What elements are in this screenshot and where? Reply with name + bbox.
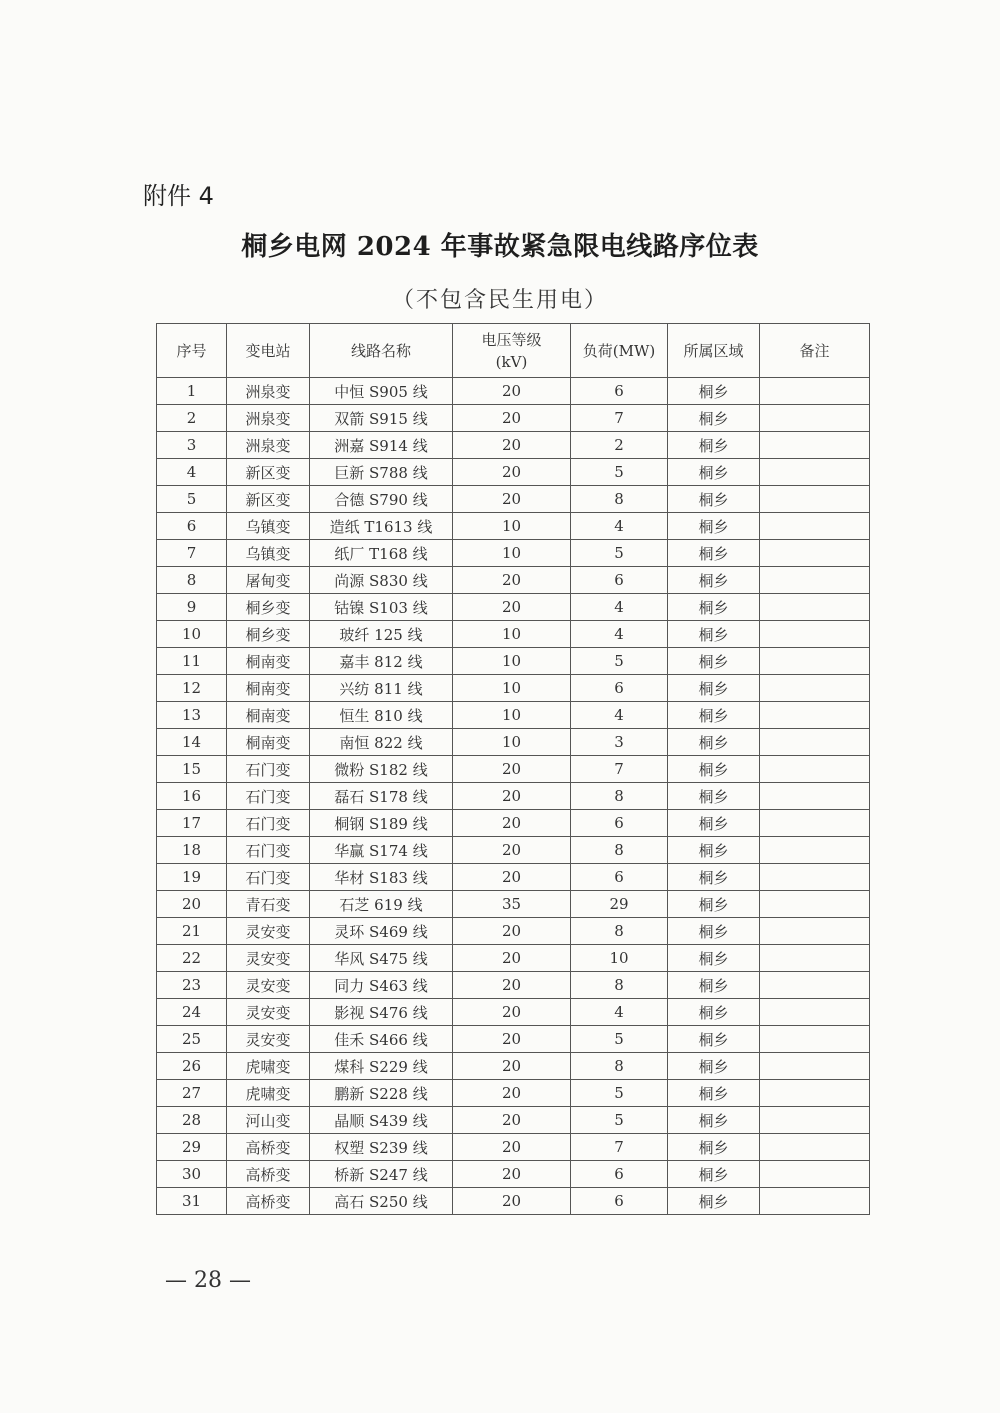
cell-load: 8 <box>571 837 668 864</box>
cell-voltage: 20 <box>453 1161 571 1188</box>
table-row <box>157 837 870 864</box>
cell-station: 虎啸变 <box>227 1080 310 1107</box>
table-row <box>157 459 870 486</box>
cell-voltage: 10 <box>453 729 571 756</box>
cell-line: 桐钢 S189 线 <box>310 810 453 837</box>
cell-load: 4 <box>571 999 668 1026</box>
cell-region: 桐乡 <box>668 594 760 621</box>
cell-voltage: 20 <box>453 432 571 459</box>
cell-region: 桐乡 <box>668 378 760 405</box>
cell-line: 微粉 S182 线 <box>310 756 453 783</box>
cell-line: 玻纤 125 线 <box>310 621 453 648</box>
cell-line: 华材 S183 线 <box>310 864 453 891</box>
cell-line: 鹏新 S228 线 <box>310 1080 453 1107</box>
table-row <box>157 594 870 621</box>
cell-station: 高桥变 <box>227 1161 310 1188</box>
cell-load: 6 <box>571 567 668 594</box>
cell-load: 4 <box>571 594 668 621</box>
cell-region: 桐乡 <box>668 1026 760 1053</box>
cell-line: 石芝 619 线 <box>310 891 453 918</box>
cell-station: 洲泉变 <box>227 378 310 405</box>
cell-remark <box>760 864 870 891</box>
cell-voltage: 20 <box>453 1080 571 1107</box>
table-row <box>157 1161 870 1188</box>
cell-region: 桐乡 <box>668 810 760 837</box>
table-row <box>157 702 870 729</box>
cell-region: 桐乡 <box>668 1107 760 1134</box>
cell-station: 青石变 <box>227 891 310 918</box>
cell-no: 15 <box>157 756 227 783</box>
cell-load: 5 <box>571 648 668 675</box>
cell-line: 洲嘉 S914 线 <box>310 432 453 459</box>
cell-voltage: 20 <box>453 783 571 810</box>
table-row <box>157 1080 870 1107</box>
cell-no: 6 <box>157 513 227 540</box>
header-region: 所属区域 <box>668 324 760 378</box>
cell-region: 桐乡 <box>668 891 760 918</box>
table-row <box>157 756 870 783</box>
cell-load: 3 <box>571 729 668 756</box>
cell-station: 乌镇变 <box>227 513 310 540</box>
cell-remark <box>760 1188 870 1215</box>
cell-load: 5 <box>571 1080 668 1107</box>
cell-load: 6 <box>571 810 668 837</box>
cell-voltage: 20 <box>453 1026 571 1053</box>
cell-no: 16 <box>157 783 227 810</box>
cell-region: 桐乡 <box>668 918 760 945</box>
cell-voltage: 10 <box>453 702 571 729</box>
cell-line: 煤科 S229 线 <box>310 1053 453 1080</box>
cell-station: 新区变 <box>227 486 310 513</box>
cell-no: 7 <box>157 540 227 567</box>
cell-region: 桐乡 <box>668 756 760 783</box>
cell-load: 8 <box>571 1053 668 1080</box>
cell-station: 灵安变 <box>227 1026 310 1053</box>
cell-region: 桐乡 <box>668 972 760 999</box>
cell-line: 灵环 S469 线 <box>310 918 453 945</box>
cell-load: 10 <box>571 945 668 972</box>
cell-region: 桐乡 <box>668 999 760 1026</box>
header-voltage <box>453 324 571 378</box>
cell-station: 虎啸变 <box>227 1053 310 1080</box>
cell-voltage: 20 <box>453 1134 571 1161</box>
cell-station: 桐南变 <box>227 702 310 729</box>
cell-load: 5 <box>571 1026 668 1053</box>
cell-load: 6 <box>571 675 668 702</box>
cell-voltage: 20 <box>453 837 571 864</box>
table-row <box>157 864 870 891</box>
cell-station: 石门变 <box>227 864 310 891</box>
cell-voltage: 35 <box>453 891 571 918</box>
table-row <box>157 486 870 513</box>
cell-region: 桐乡 <box>668 702 760 729</box>
table-row <box>157 648 870 675</box>
table-row <box>157 621 870 648</box>
cell-remark <box>760 675 870 702</box>
cell-no: 23 <box>157 972 227 999</box>
table-row <box>157 432 870 459</box>
cell-line: 钴镍 S103 线 <box>310 594 453 621</box>
cell-remark <box>760 513 870 540</box>
cell-no: 13 <box>157 702 227 729</box>
cell-remark <box>760 810 870 837</box>
cell-load: 6 <box>571 864 668 891</box>
cell-voltage: 20 <box>453 567 571 594</box>
header-remark: 备注 <box>760 324 870 378</box>
cell-remark <box>760 756 870 783</box>
cell-region: 桐乡 <box>668 405 760 432</box>
cell-station: 桐乡变 <box>227 621 310 648</box>
cell-remark <box>760 702 870 729</box>
cell-no: 27 <box>157 1080 227 1107</box>
table-row <box>157 540 870 567</box>
cell-station: 桐南变 <box>227 675 310 702</box>
cell-region: 桐乡 <box>668 432 760 459</box>
cell-region: 桐乡 <box>668 459 760 486</box>
header-voltage-label: 电压等级 <box>481 330 542 349</box>
cell-voltage: 20 <box>453 594 571 621</box>
cell-station: 石门变 <box>227 810 310 837</box>
cell-no: 14 <box>157 729 227 756</box>
table-row <box>157 1026 870 1053</box>
cell-voltage: 20 <box>453 378 571 405</box>
cell-remark <box>760 1026 870 1053</box>
line-priority-table <box>156 323 870 1215</box>
cell-region: 桐乡 <box>668 1134 760 1161</box>
cell-remark <box>760 405 870 432</box>
cell-remark <box>760 594 870 621</box>
cell-remark <box>760 486 870 513</box>
cell-line: 中恒 S905 线 <box>310 378 453 405</box>
cell-region: 桐乡 <box>668 864 760 891</box>
cell-load: 29 <box>571 891 668 918</box>
cell-no: 5 <box>157 486 227 513</box>
cell-line: 恒生 810 线 <box>310 702 453 729</box>
cell-station: 高桥变 <box>227 1134 310 1161</box>
page-number: — 28 — <box>165 1268 251 1293</box>
cell-region: 桐乡 <box>668 486 760 513</box>
cell-line: 权塑 S239 线 <box>310 1134 453 1161</box>
cell-remark <box>760 648 870 675</box>
cell-remark <box>760 567 870 594</box>
cell-region: 桐乡 <box>668 648 760 675</box>
cell-remark <box>760 1107 870 1134</box>
cell-voltage: 20 <box>453 486 571 513</box>
table-row <box>157 918 870 945</box>
header-line: 线路名称 <box>310 324 453 378</box>
table-row <box>157 567 870 594</box>
cell-load: 7 <box>571 405 668 432</box>
attachment-label: 附件 4 <box>143 182 214 210</box>
cell-no: 26 <box>157 1053 227 1080</box>
cell-no: 20 <box>157 891 227 918</box>
cell-region: 桐乡 <box>668 567 760 594</box>
cell-load: 6 <box>571 1188 668 1215</box>
cell-line: 桥新 S247 线 <box>310 1161 453 1188</box>
cell-no: 3 <box>157 432 227 459</box>
cell-voltage: 20 <box>453 999 571 1026</box>
cell-remark <box>760 378 870 405</box>
table-row <box>157 1053 870 1080</box>
cell-load: 4 <box>571 621 668 648</box>
cell-no: 25 <box>157 1026 227 1053</box>
header-station: 变电站 <box>227 324 310 378</box>
cell-region: 桐乡 <box>668 621 760 648</box>
cell-line: 影视 S476 线 <box>310 999 453 1026</box>
cell-load: 6 <box>571 1161 668 1188</box>
cell-line: 磊石 S178 线 <box>310 783 453 810</box>
cell-voltage: 20 <box>453 1053 571 1080</box>
table-row <box>157 1107 870 1134</box>
cell-no: 9 <box>157 594 227 621</box>
cell-voltage: 20 <box>453 810 571 837</box>
cell-no: 21 <box>157 918 227 945</box>
cell-load: 5 <box>571 1107 668 1134</box>
cell-remark <box>760 783 870 810</box>
cell-load: 2 <box>571 432 668 459</box>
cell-line: 造纸 T1613 线 <box>310 513 453 540</box>
cell-station: 河山变 <box>227 1107 310 1134</box>
cell-line: 嘉丰 812 线 <box>310 648 453 675</box>
cell-voltage: 10 <box>453 513 571 540</box>
cell-region: 桐乡 <box>668 1188 760 1215</box>
cell-remark <box>760 540 870 567</box>
cell-voltage: 20 <box>453 972 571 999</box>
cell-line: 高石 S250 线 <box>310 1188 453 1215</box>
cell-region: 桐乡 <box>668 945 760 972</box>
table-row <box>157 945 870 972</box>
cell-load: 5 <box>571 540 668 567</box>
cell-line: 巨新 S788 线 <box>310 459 453 486</box>
cell-load: 8 <box>571 783 668 810</box>
cell-station: 新区变 <box>227 459 310 486</box>
cell-station: 屠甸变 <box>227 567 310 594</box>
cell-region: 桐乡 <box>668 729 760 756</box>
table-row <box>157 513 870 540</box>
cell-remark <box>760 729 870 756</box>
cell-line: 纸厂 T168 线 <box>310 540 453 567</box>
cell-remark <box>760 432 870 459</box>
cell-region: 桐乡 <box>668 675 760 702</box>
cell-no: 22 <box>157 945 227 972</box>
cell-voltage: 10 <box>453 648 571 675</box>
cell-no: 24 <box>157 999 227 1026</box>
cell-voltage: 20 <box>453 918 571 945</box>
cell-voltage: 20 <box>453 1188 571 1215</box>
cell-voltage: 20 <box>453 945 571 972</box>
cell-region: 桐乡 <box>668 837 760 864</box>
cell-load: 6 <box>571 378 668 405</box>
cell-station: 灵安变 <box>227 945 310 972</box>
cell-station: 石门变 <box>227 783 310 810</box>
cell-station: 灵安变 <box>227 999 310 1026</box>
cell-line: 同力 S463 线 <box>310 972 453 999</box>
cell-voltage: 20 <box>453 1107 571 1134</box>
table-row <box>157 729 870 756</box>
cell-remark <box>760 837 870 864</box>
cell-voltage: 20 <box>453 459 571 486</box>
document-title: 桐乡电网 2024 年事故紧急限电线路序位表 <box>241 232 759 262</box>
document-subtitle: （不包含民生用电） <box>391 288 608 313</box>
cell-station: 洲泉变 <box>227 432 310 459</box>
cell-line: 晶顺 S439 线 <box>310 1107 453 1134</box>
cell-station: 石门变 <box>227 837 310 864</box>
table-row <box>157 675 870 702</box>
cell-station: 桐乡变 <box>227 594 310 621</box>
cell-no: 11 <box>157 648 227 675</box>
cell-load: 4 <box>571 702 668 729</box>
cell-region: 桐乡 <box>668 540 760 567</box>
cell-no: 29 <box>157 1134 227 1161</box>
cell-remark <box>760 972 870 999</box>
table-row <box>157 1134 870 1161</box>
cell-line: 双箭 S915 线 <box>310 405 453 432</box>
cell-remark <box>760 945 870 972</box>
cell-station: 桐南变 <box>227 648 310 675</box>
cell-voltage: 10 <box>453 675 571 702</box>
cell-station: 灵安变 <box>227 918 310 945</box>
cell-load: 7 <box>571 1134 668 1161</box>
cell-remark <box>760 1134 870 1161</box>
cell-station: 洲泉变 <box>227 405 310 432</box>
cell-region: 桐乡 <box>668 1161 760 1188</box>
cell-voltage: 10 <box>453 621 571 648</box>
cell-line: 佳禾 S466 线 <box>310 1026 453 1053</box>
cell-no: 19 <box>157 864 227 891</box>
cell-no: 8 <box>157 567 227 594</box>
cell-voltage: 20 <box>453 864 571 891</box>
cell-remark <box>760 621 870 648</box>
cell-no: 18 <box>157 837 227 864</box>
cell-line: 华风 S475 线 <box>310 945 453 972</box>
cell-line: 合德 S790 线 <box>310 486 453 513</box>
cell-load: 7 <box>571 756 668 783</box>
cell-load: 8 <box>571 486 668 513</box>
cell-station: 石门变 <box>227 756 310 783</box>
cell-station: 桐南变 <box>227 729 310 756</box>
cell-no: 12 <box>157 675 227 702</box>
cell-remark <box>760 1053 870 1080</box>
cell-voltage: 20 <box>453 756 571 783</box>
cell-line: 南恒 822 线 <box>310 729 453 756</box>
header-voltage-unit: (kV) <box>495 352 528 371</box>
cell-station: 灵安变 <box>227 972 310 999</box>
cell-no: 4 <box>157 459 227 486</box>
header-load: 负荷(MW) <box>571 324 668 378</box>
cell-station: 高桥变 <box>227 1188 310 1215</box>
table-header-row <box>157 324 870 378</box>
cell-no: 2 <box>157 405 227 432</box>
table-row <box>157 405 870 432</box>
cell-region: 桐乡 <box>668 783 760 810</box>
cell-remark <box>760 891 870 918</box>
cell-no: 30 <box>157 1161 227 1188</box>
table-row <box>157 783 870 810</box>
cell-remark <box>760 459 870 486</box>
table-row <box>157 999 870 1026</box>
cell-load: 5 <box>571 459 668 486</box>
cell-remark <box>760 999 870 1026</box>
cell-no: 17 <box>157 810 227 837</box>
cell-region: 桐乡 <box>668 513 760 540</box>
cell-load: 8 <box>571 972 668 999</box>
cell-region: 桐乡 <box>668 1080 760 1107</box>
cell-line: 兴纺 811 线 <box>310 675 453 702</box>
cell-remark <box>760 1080 870 1107</box>
cell-remark <box>760 1161 870 1188</box>
table-row <box>157 1188 870 1215</box>
cell-line: 华赢 S174 线 <box>310 837 453 864</box>
cell-load: 4 <box>571 513 668 540</box>
cell-no: 1 <box>157 378 227 405</box>
cell-voltage: 20 <box>453 405 571 432</box>
cell-voltage: 10 <box>453 540 571 567</box>
cell-load: 8 <box>571 918 668 945</box>
table-row <box>157 378 870 405</box>
cell-station: 乌镇变 <box>227 540 310 567</box>
cell-no: 28 <box>157 1107 227 1134</box>
cell-no: 31 <box>157 1188 227 1215</box>
table-row <box>157 810 870 837</box>
cell-region: 桐乡 <box>668 1053 760 1080</box>
table-row <box>157 891 870 918</box>
cell-no: 10 <box>157 621 227 648</box>
header-no: 序号 <box>157 324 227 378</box>
table-row <box>157 972 870 999</box>
table-body <box>157 378 870 1215</box>
cell-line: 尚源 S830 线 <box>310 567 453 594</box>
cell-remark <box>760 918 870 945</box>
